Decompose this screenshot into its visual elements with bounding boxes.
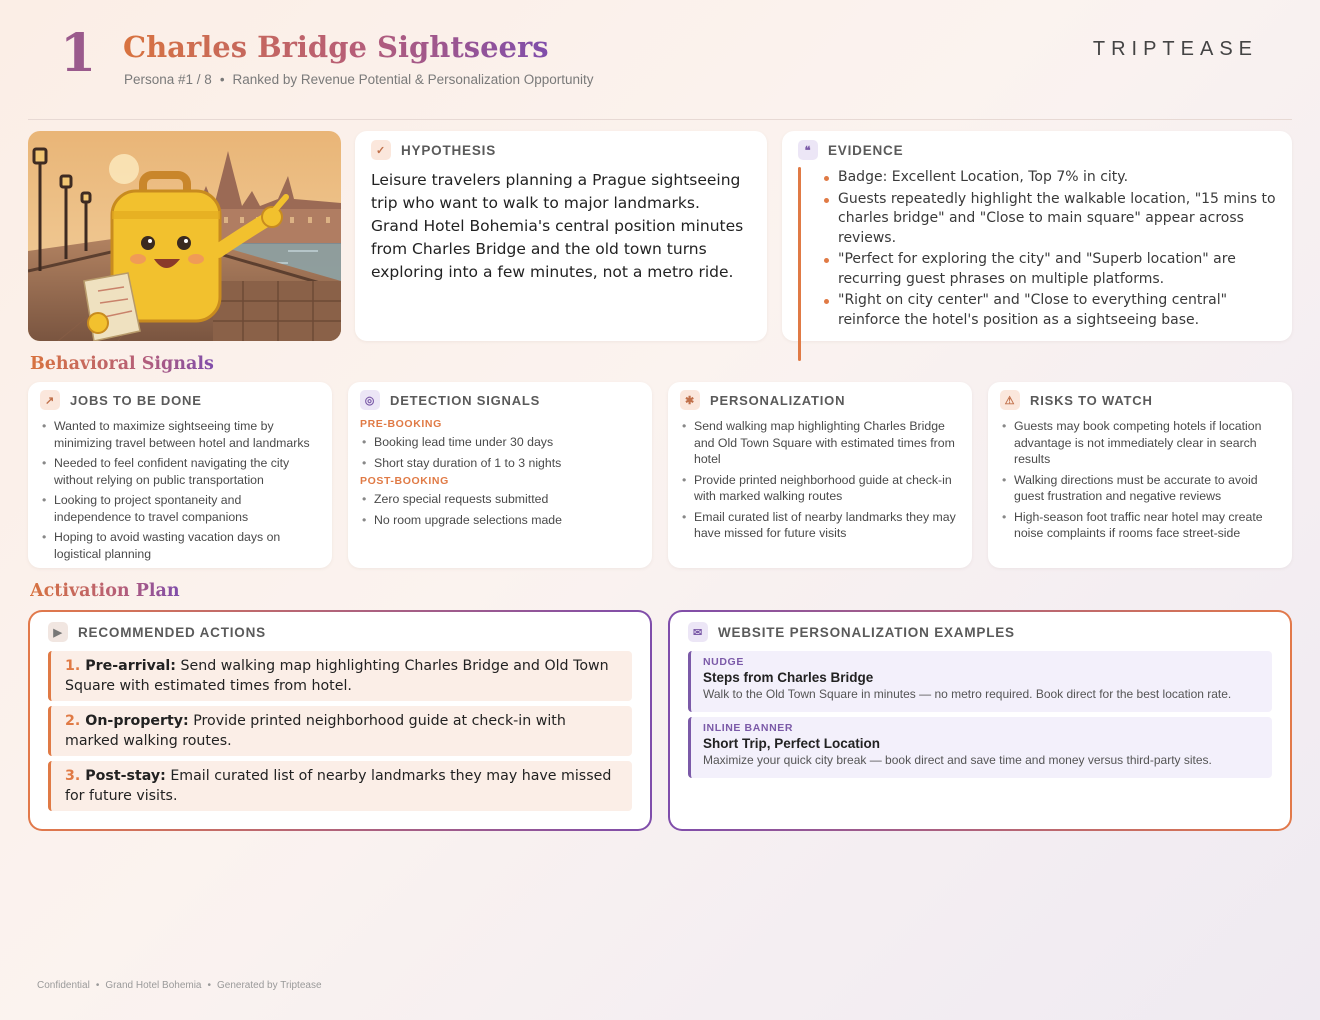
risks-card xyxy=(988,382,1292,568)
example-body: Maximize your quick city break — book direct and save time and money versus third-party sites. xyxy=(703,753,1212,767)
hypothesis-card xyxy=(355,131,767,341)
evidence-item: "Perfect for exploring the city" and "Superb location" are recurring guest phrases on multiple platforms. xyxy=(822,250,1276,289)
jobs-list xyxy=(40,418,320,562)
pre-booking-list xyxy=(360,434,640,471)
post-booking-label: POST-BOOKING xyxy=(360,475,449,487)
list-item: • Guests may book competing hotels if location advantage is not immediately clear in search results xyxy=(1000,418,1280,468)
nudge-example xyxy=(688,651,1272,712)
list-item: • Email curated list of nearby landmarks they may have missed for future visits xyxy=(680,509,960,542)
hero-illustration xyxy=(28,131,341,341)
risks-header xyxy=(1000,390,1280,410)
page-header xyxy=(0,0,1320,120)
post-booking-list xyxy=(360,491,640,528)
action-item xyxy=(48,706,632,756)
behavioral-signals-title: Behavioral Signals xyxy=(30,354,214,374)
evidence-item: Badge: Excellent Location, Top 7% in city. xyxy=(822,168,1276,188)
check-icon: ✓ xyxy=(371,140,391,160)
page-subtitle: Persona #1 / 8 • Ranked by Revenue Potential & Personalization Opportunity xyxy=(124,72,594,87)
action-text: Email curated list of nearby landmarks they may have missed for future visits. xyxy=(65,768,612,804)
hypothesis-text: Leisure travelers planning a Prague sightseeing trip who want to walk to major landmarks. Grand Hotel Bohemia's central position minutes from Charles Bridge and the old town turns exploring into a few minutes, not a metro ride. xyxy=(371,171,744,281)
list-item: • Send walking map highlighting Charles Bridge and Old Town Square with estimated times from hotel xyxy=(680,418,960,468)
pre-booking-label: PRE-BOOKING xyxy=(360,418,442,430)
persona-label: Persona #1 / 8 xyxy=(124,72,212,87)
jobs-header xyxy=(40,390,320,410)
website-header xyxy=(688,622,1272,642)
ranking-note: Ranked by Revenue Potential & Personalization Opportunity xyxy=(232,72,594,87)
action-text: Provide printed neighborhood guide at check-in with marked walking routes. xyxy=(65,713,566,749)
list-item: • Short stay duration of 1 to 3 nights xyxy=(360,455,640,472)
detection-heading: DETECTION SIGNALS xyxy=(390,392,541,408)
actions-heading: RECOMMENDED ACTIONS xyxy=(78,624,266,640)
list-item: • No room upgrade selections made xyxy=(360,512,640,529)
website-personalization-card xyxy=(668,610,1292,831)
evidence-heading: EVIDENCE xyxy=(828,142,904,158)
evidence-list xyxy=(798,168,1276,330)
evidence-item: "Right on city center" and "Close to everything central" reinforce the hotel's position as a sightseeing base. xyxy=(822,291,1276,330)
warning-icon: ⚠ xyxy=(1000,390,1020,410)
action-text: Send walking map highlighting Charles Bridge and Old Town Square with estimated times from hotel. xyxy=(65,658,609,694)
example-tag: NUDGE xyxy=(703,656,744,668)
list-item: • Provide printed neighborhood guide at check-in with marked walking routes xyxy=(680,472,960,505)
personalization-header xyxy=(680,390,960,410)
hypothesis-heading: HYPOTHESIS xyxy=(401,142,497,158)
footer-hotel: Grand Hotel Bohemia xyxy=(105,980,202,991)
activation-plan-title: Activation Plan xyxy=(30,581,180,601)
actions-header xyxy=(48,622,632,642)
list-item: • Needed to feel confident navigating the city without relying on public transportation xyxy=(40,455,320,488)
list-item: • Booking lead time under 30 days xyxy=(360,434,640,451)
arrow-up-right-icon: ↗ xyxy=(40,390,60,410)
target-icon: ◎ xyxy=(360,390,380,410)
action-item xyxy=(48,651,632,701)
evidence-card xyxy=(782,131,1292,341)
evidence-item: Guests repeatedly highlight the walkable location, "15 mins to charles bridge" and "Close to main square" appear across reviews. xyxy=(822,190,1276,249)
evidence-accent-bar xyxy=(798,167,801,361)
footer-confidential: Confidential xyxy=(37,980,90,991)
header-divider xyxy=(28,119,1292,120)
website-heading: WEBSITE PERSONALIZATION EXAMPLES xyxy=(718,624,1015,640)
sparkle-icon: ✱ xyxy=(680,390,700,410)
jobs-card xyxy=(28,382,332,568)
inline-banner-example xyxy=(688,717,1272,778)
list-item: • Wanted to maximize sightseeing time by minimizing travel between hotel and landmarks xyxy=(40,418,320,451)
risks-heading: RISKS TO WATCH xyxy=(1030,392,1153,408)
personalization-heading: PERSONALIZATION xyxy=(710,392,846,408)
action-phase: On-property: xyxy=(85,713,189,729)
quote-icon: ❝ xyxy=(798,140,818,160)
personalization-card xyxy=(668,382,972,568)
action-phase: Pre-arrival: xyxy=(85,658,176,674)
list-item: • Zero special requests submitted xyxy=(360,491,640,508)
hypothesis-header xyxy=(371,140,751,160)
action-number: 2. xyxy=(65,713,81,729)
page-title: Charles Bridge Sightseers xyxy=(123,30,549,64)
example-tag: INLINE BANNER xyxy=(703,722,794,734)
play-icon: ▶ xyxy=(48,622,68,642)
example-body: Walk to the Old Town Square in minutes — no metro required. Book direct for the best location rate. xyxy=(703,687,1232,701)
persona-rank: 1 xyxy=(60,23,97,84)
page-footer: Confidential • Grand Hotel Bohemia • Generated by Triptease xyxy=(37,980,322,991)
action-phase: Post-stay: xyxy=(85,768,166,784)
list-item: • Hoping to avoid wasting vacation days on logistical planning xyxy=(40,529,320,562)
action-number: 3. xyxy=(65,768,81,784)
footer-generated: Generated by Triptease xyxy=(217,980,322,991)
example-headline: Short Trip, Perfect Location xyxy=(703,736,881,751)
risks-list xyxy=(1000,418,1280,542)
brand-logo: TRIPTEASE xyxy=(1092,38,1258,60)
suitcase-mascot-illustration xyxy=(28,131,341,341)
personalization-list xyxy=(680,418,960,542)
action-item xyxy=(48,761,632,811)
detection-card xyxy=(348,382,652,568)
mail-icon: ✉ xyxy=(688,622,708,642)
recommended-actions-card xyxy=(28,610,652,831)
action-number: 1. xyxy=(65,658,81,674)
jobs-heading: JOBS TO BE DONE xyxy=(70,392,202,408)
list-item: • Walking directions must be accurate to avoid guest frustration and negative reviews xyxy=(1000,472,1280,505)
list-item: • High-season foot traffic near hotel may create noise complaints if rooms face street-side xyxy=(1000,509,1280,542)
evidence-header xyxy=(798,140,1276,160)
example-headline: Steps from Charles Bridge xyxy=(703,670,874,685)
list-item: • Looking to project spontaneity and independence to travel companions xyxy=(40,492,320,525)
detection-header xyxy=(360,390,640,410)
